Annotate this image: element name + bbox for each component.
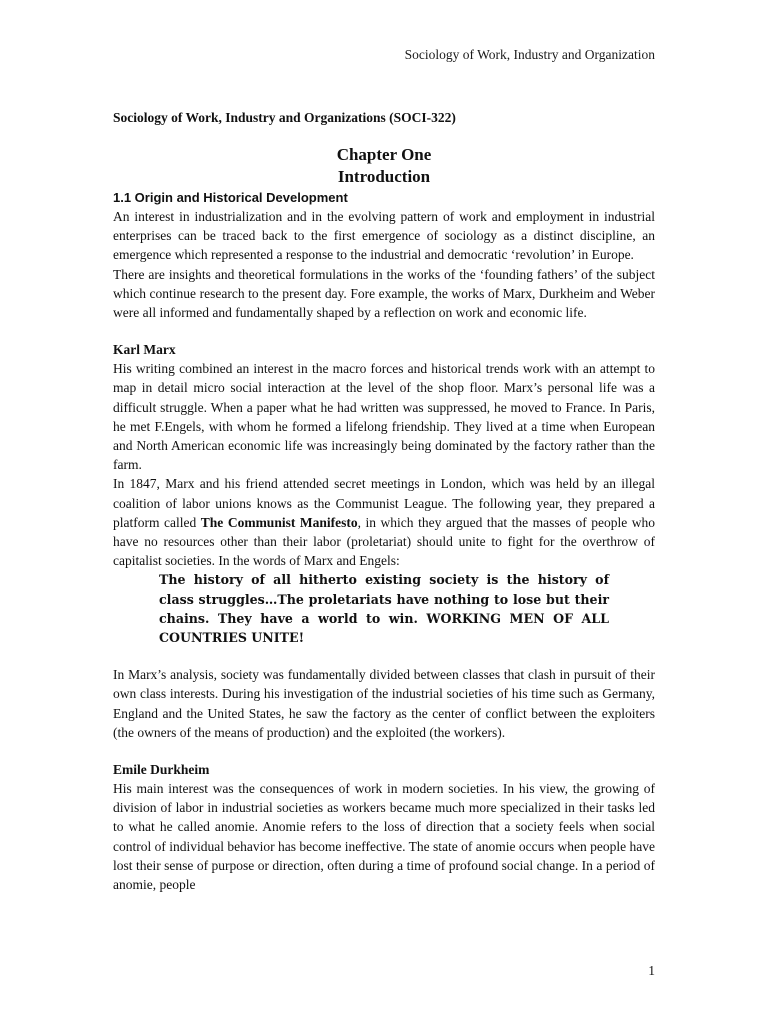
running-header: Sociology of Work, Industry and Organization (404, 47, 655, 62)
text-run: In 1847, Marx and his friend attended secret meetings in London, which was held by an illegal coalition of labor unions knows as the Communist League. The following year, they prepared a platform called (113, 476, 655, 530)
page-body (113, 110, 655, 894)
paragraph: An interest in industrialization and in the evolving pattern of work and employment in industrial enterprises can be traced back to the first emergence of sociology as a distinct discipline, an emergence which represented a response to the industrial and democratic ‘revolution’ in Europe. (113, 209, 655, 263)
manifesto-title: The Communist Manifesto (200, 514, 358, 530)
paragraph: There are insights and theoretical formulations in the works of the ‘founding fathers’ of the subject which continue research to the present day. Fore example, the works of Marx, Durkheim and Weber were all informed and fundamentally shaped by a reflection on work and economic life. (113, 266, 655, 321)
paragraph: His writing combined an interest in the macro forces and historical trends work with an attempt to map in detail micro social interaction at the level of the shop floor. Marx’s personal life was a difficult struggle. When a paper what he had written was suppressed, he moved to France. In Paris, he met F.Engels, with whom he formed a lifelong friendship. They lived at a time when European and North American economic life was increasingly being dominated by the factory rather than the farm. (113, 361, 655, 473)
section-heading-origin: 1.1 Origin and Historical Development (113, 190, 348, 205)
section-heading-marx: Karl Marx (113, 342, 176, 358)
paragraph (113, 474, 655, 570)
chapter-title: Introduction (337, 167, 431, 186)
course-title: Sociology of Work, Industry and Organizations (SOCI-322) (113, 110, 456, 125)
paragraph: In Marx’s analysis, society was fundamentally divided between classes that clash in pursuit of their own class interests. During his investigation of the industrial societies of his time such as Germany, England and the United States, he saw the factory as the center of conflict between the exploiters (the owners of the means of production) and the exploited (the workers). (113, 667, 655, 740)
page-number: 1 (648, 963, 655, 978)
section-heading-durkheim: Emile Durkheim (113, 762, 210, 778)
paragraph: His main interest was the consequences of work in modern societies. In his view, the growing of division of labor in industrial societies as workers became much more specialized in their tasks led to what he called anomie. Anomie refers to the loss of direction that a society feels when social control of individual behavior has become ineffective. The state of anomie occurs when people have lost their sense of purpose or direction, often during a time of profound social change. In a period of anomie, people (113, 781, 655, 893)
text-run: , in which they argued that the masses of people who have no resources other than their labor (proletariat) should unite to fight for the overthrow of capitalist societies. In the words of Marx and Engels: (113, 514, 656, 569)
chapter-number: Chapter One (336, 145, 432, 164)
block-quote: The history of all hitherto existing society is the history of class struggles…The proletariats have nothing to lose but their chains. They have a world to win. WORKING MEN OF ALL COUNTRIES UNITE! (159, 572, 609, 646)
